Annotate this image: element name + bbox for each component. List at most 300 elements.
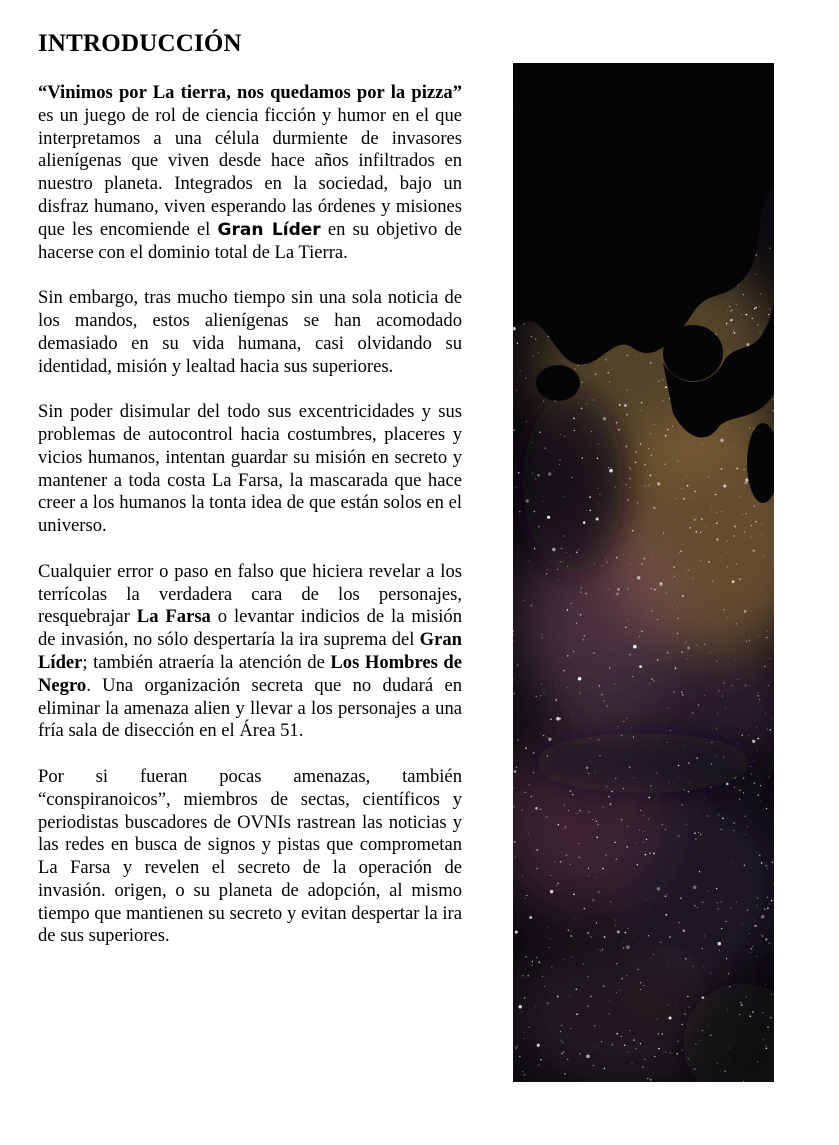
star [727,566,728,567]
star [738,744,739,745]
star [591,431,592,432]
star [757,1061,758,1062]
star [737,789,738,790]
star [687,659,688,660]
star [727,1009,728,1010]
star [751,536,752,537]
star [726,323,728,325]
star [686,824,687,825]
star [716,522,718,524]
star [603,644,604,645]
star [593,652,595,654]
star [589,496,591,498]
star [709,1025,710,1026]
star [543,401,544,402]
star [714,932,715,933]
star [654,1056,655,1057]
star [544,986,545,987]
star [571,929,572,930]
star [665,1052,666,1053]
star [573,651,574,652]
star [673,566,675,568]
star [524,323,526,325]
star [717,713,718,714]
star [683,498,685,500]
star [678,835,679,836]
star [665,914,667,916]
star [532,961,533,962]
star [753,549,756,552]
star [609,1013,610,1014]
star [688,791,690,793]
star [640,810,641,811]
star [757,695,759,697]
star [694,832,696,834]
star [574,430,575,431]
star [662,379,663,380]
star [528,1027,530,1029]
star [518,472,520,474]
star [730,310,732,312]
star [609,629,610,630]
star [729,1048,730,1049]
star [741,923,742,924]
star [540,809,541,810]
star [597,457,599,459]
star [583,521,585,523]
star [590,936,591,937]
star [684,1013,685,1014]
star [696,645,697,646]
star [618,726,619,727]
star [694,1069,695,1070]
star [732,580,735,583]
star [698,704,699,705]
star [694,905,695,906]
star [548,927,549,928]
star [751,525,752,526]
star [755,521,757,523]
star [567,566,568,567]
star [662,824,664,826]
star [525,378,526,379]
star [542,635,543,636]
star [666,593,667,594]
star [578,857,580,859]
star [658,1048,659,1049]
star [695,531,697,533]
star [556,885,557,886]
star [736,564,737,565]
star [645,854,647,856]
star [757,794,759,796]
star [633,777,634,778]
star [601,1041,602,1042]
star [704,695,705,696]
star [694,519,695,520]
page-title: INTRODUCCIÓN [38,30,242,57]
star [639,830,640,831]
star [766,1048,768,1050]
star [657,482,660,485]
star [567,609,569,611]
star [739,790,740,791]
star [744,610,747,613]
star [757,693,758,694]
star [716,661,717,662]
star [751,948,752,949]
star [680,898,681,899]
star [525,792,526,793]
star [664,464,665,465]
game-title-quote: “Vinimos por La tierra, nos quedamos por la pizza” [38,82,462,103]
star [730,319,732,321]
star [528,975,529,976]
paragraph-cualquier-error [38,561,462,743]
star [612,1044,613,1045]
star [583,639,585,641]
star [629,478,630,479]
star [727,617,728,618]
star [749,427,750,428]
star [767,907,769,909]
star [651,557,652,558]
star [730,573,731,574]
star [589,811,590,812]
star [537,1044,540,1047]
star [585,593,587,595]
star [637,1015,638,1016]
paragraph-text: o levantar indicios de la misión de invasión, no sólo despertaría la ira suprema del [38,606,462,651]
star [676,1053,677,1054]
star [561,1040,562,1041]
star [568,930,570,932]
star [663,400,664,401]
star [580,614,582,616]
star [733,830,734,831]
star [586,958,587,959]
star [547,516,550,519]
star [602,565,603,566]
star [578,614,579,615]
star [615,778,616,779]
star [558,580,559,581]
star [718,942,722,946]
star [763,556,764,557]
star [523,975,524,976]
star [596,517,599,520]
star [739,1014,740,1015]
star [667,742,668,743]
star [627,620,628,621]
star [630,468,631,469]
star [566,855,567,856]
star [637,969,638,970]
star [531,336,532,337]
star [693,966,694,967]
star [747,826,748,827]
star [596,877,597,878]
star [723,682,724,683]
star [622,942,623,943]
star [529,561,530,562]
star [699,871,700,872]
star [517,664,519,666]
star [772,861,773,862]
star [700,834,701,835]
star [679,922,680,923]
star [747,942,748,943]
paragraph-sin-poder: Sin poder disimular del todo sus excentricidades y sus problemas de autocontrol hacia costumbres, placeres y vicios humanos, intentan guardar su misión en secreto y mantener a toda costa La Farsa, la mascarada que hace creer a los humanos la tonta idea de que están solos en el universo. [38,401,462,537]
star [721,928,722,929]
star [660,942,661,943]
star [606,706,607,707]
star [724,609,725,610]
star [549,947,550,948]
star [769,943,770,944]
star [593,1065,594,1066]
star [710,973,711,974]
star [546,816,547,817]
star [770,1017,772,1019]
star [550,718,551,719]
star [535,807,538,810]
star [576,988,578,990]
star [686,959,687,960]
star [649,683,650,684]
star [738,679,739,680]
star [596,821,597,822]
star [732,685,733,686]
star [596,837,598,839]
star [547,1002,549,1004]
star [558,824,560,826]
star [569,995,570,996]
star [561,1053,563,1055]
star [532,473,533,474]
star [572,957,573,958]
star [524,600,525,601]
star [748,639,750,641]
star [518,1005,522,1009]
star [609,667,611,669]
star [609,469,613,473]
star [603,807,604,808]
star [564,805,565,806]
star [653,507,654,508]
star [746,996,747,997]
star [579,810,580,811]
star [535,339,536,340]
star [769,309,770,310]
star [632,530,633,531]
star [624,1044,625,1045]
star [721,828,723,830]
star [603,700,604,701]
star [598,949,599,950]
star [726,783,729,786]
star [702,901,704,903]
star [560,561,561,562]
star [547,737,548,738]
star [772,718,773,719]
star [716,888,717,889]
star [618,429,620,431]
star [736,902,737,903]
star [756,956,757,957]
star [769,903,770,904]
star [567,655,568,656]
star [657,619,658,620]
star [521,1011,522,1012]
star [763,1039,764,1040]
star [639,665,642,668]
star [719,950,720,951]
star [762,1012,763,1013]
star [682,1050,683,1051]
star [734,787,735,788]
star [528,784,529,785]
star [743,792,744,793]
star [649,797,651,799]
night-sky-image [513,63,774,1082]
star [752,1011,754,1013]
star [667,708,668,709]
star [700,532,701,533]
star [767,868,768,869]
star [588,875,589,876]
star [555,699,557,701]
star [674,576,675,577]
star [556,717,560,721]
star [565,826,566,827]
star [771,994,772,995]
star [540,1059,541,1060]
star [633,737,634,738]
star [695,839,696,840]
star [706,815,707,816]
star [682,1024,683,1025]
star [570,864,571,865]
star [526,895,527,896]
star [586,767,589,770]
star [721,511,722,512]
star [725,708,726,709]
star [596,922,597,923]
star [533,752,535,754]
star [608,467,609,468]
star [641,631,642,632]
star [757,751,758,752]
star [734,332,736,334]
star [574,918,575,919]
star [611,791,612,792]
star [638,944,639,945]
star [772,410,773,411]
star [721,468,723,470]
star [626,846,627,847]
star [685,745,686,746]
star [525,747,527,749]
star [727,311,728,312]
star [722,695,723,696]
star [762,935,763,936]
star [528,833,529,834]
star [752,918,753,919]
star [615,920,616,921]
star [633,645,637,649]
star [748,735,749,736]
star [514,770,517,773]
star [550,939,551,940]
star [619,404,621,406]
star [525,898,526,899]
star [536,849,538,851]
star [620,1035,621,1036]
star [710,787,712,789]
star [598,443,599,444]
star [700,1040,701,1041]
star [594,563,595,564]
star [629,564,630,565]
star [514,693,515,694]
star [513,641,514,642]
star [697,907,698,908]
star [625,932,627,934]
star [626,718,627,719]
star [548,472,551,475]
star [524,997,525,998]
star [715,494,716,495]
star [573,893,575,895]
star [590,738,591,739]
star [593,899,594,900]
gran-lider-term: Gran Líder [38,629,462,673]
star [677,607,678,608]
star [753,760,754,761]
star [688,762,689,763]
star [515,931,518,934]
star [564,436,565,437]
star [517,487,518,488]
star [733,535,734,536]
star [524,1074,526,1076]
star [543,692,544,693]
star [640,1043,641,1044]
star [594,1025,595,1026]
star [571,477,572,478]
star [665,896,666,897]
star [513,429,514,430]
star [627,390,628,391]
star [650,908,651,909]
star [695,1044,696,1045]
star [683,930,685,932]
star [760,332,761,333]
star [769,777,770,778]
star [639,636,640,637]
star [562,561,563,562]
star [735,777,736,778]
paragraph-text: Cualquier error o paso en falso que hiciera revelar a los terrícolas la verdadera cara de los personajes, resquebrajar [38,560,462,628]
star [556,687,557,688]
star [730,907,731,908]
star [688,570,689,571]
star [767,897,769,899]
star [587,976,588,977]
star [667,964,668,965]
star [759,855,760,856]
